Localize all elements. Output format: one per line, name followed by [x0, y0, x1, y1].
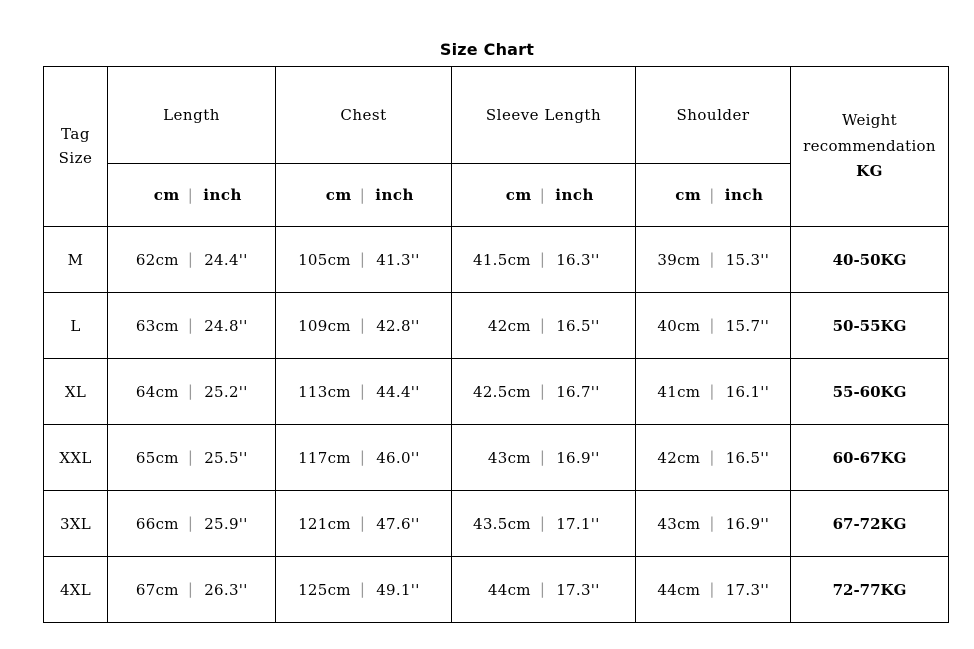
separator-icon: |	[709, 382, 715, 400]
cell-length-inch: 26.3''	[204, 580, 248, 599]
header-tag-size	[44, 67, 108, 227]
units-shoulder	[636, 164, 791, 227]
separator-icon: |	[539, 250, 546, 268]
cell-shoulder-cm: 40cm	[657, 316, 701, 335]
table-row	[44, 557, 949, 623]
cell-tag-size: M	[44, 227, 108, 293]
cell-sleeve	[452, 491, 636, 557]
separator-icon: |	[359, 448, 366, 466]
units-chest-inch: inch	[375, 186, 414, 204]
header-weight-recommendation	[791, 67, 949, 227]
cell-length-cm: 66cm	[135, 514, 179, 533]
cell-sleeve-inch: 17.3''	[556, 580, 600, 599]
cell-chest-inch: 42.8''	[376, 316, 420, 335]
cell-tag-size: 3XL	[44, 491, 108, 557]
separator-icon: |	[187, 250, 194, 268]
cell-shoulder-inch: 16.9''	[725, 514, 770, 533]
header-chest: Chest	[276, 67, 452, 164]
cell-shoulder-cm: 43cm	[657, 514, 701, 533]
page-title: Size Chart	[439, 40, 535, 59]
cell-chest-cm: 113cm	[298, 382, 351, 401]
cell-weight: 60-67KG	[791, 425, 949, 491]
cell-chest-cm: 109cm	[298, 316, 351, 335]
cell-chest	[276, 425, 452, 491]
cell-length	[108, 359, 276, 425]
separator-icon: |	[539, 448, 546, 466]
units-length	[108, 164, 276, 227]
cell-sleeve	[452, 293, 636, 359]
cell-sleeve-cm: 42cm	[487, 316, 531, 335]
cell-sleeve-cm: 43cm	[487, 448, 531, 467]
cell-weight: 72-77KG	[791, 557, 949, 623]
cell-shoulder	[636, 425, 791, 491]
units-sleeve-cm: cm	[505, 186, 532, 204]
size-chart-table-wrapper	[43, 66, 948, 623]
cell-shoulder	[636, 491, 791, 557]
cell-shoulder-cm: 39cm	[657, 250, 701, 269]
units-shoulder-inch: inch	[724, 186, 764, 204]
cell-weight: 50-55KG	[791, 293, 949, 359]
cell-sleeve-cm: 42.5cm	[473, 382, 531, 401]
cell-shoulder	[636, 359, 791, 425]
cell-length	[108, 293, 276, 359]
separator-icon: |	[359, 580, 366, 598]
cell-length	[108, 227, 276, 293]
cell-shoulder-cm: 44cm	[657, 580, 701, 599]
table-row	[44, 491, 949, 557]
separator-icon: |	[539, 382, 546, 400]
separator-icon: |	[187, 448, 194, 466]
cell-chest	[276, 557, 452, 623]
cell-shoulder	[636, 227, 791, 293]
cell-length-cm: 63cm	[135, 316, 179, 335]
cell-length	[108, 491, 276, 557]
separator-icon: |	[187, 185, 194, 204]
cell-shoulder-cm: 42cm	[657, 448, 701, 467]
cell-length-inch: 24.4''	[204, 250, 248, 269]
cell-chest	[276, 227, 452, 293]
separator-icon: |	[359, 514, 366, 532]
header-tag-line1: Tag	[61, 125, 90, 144]
cell-length-inch: 25.2''	[204, 382, 248, 401]
cell-shoulder-inch: 16.5''	[725, 448, 770, 467]
cell-sleeve	[452, 227, 636, 293]
cell-tag-size: L	[44, 293, 108, 359]
cell-sleeve	[452, 425, 636, 491]
cell-length-cm: 67cm	[135, 580, 179, 599]
cell-length	[108, 557, 276, 623]
cell-shoulder	[636, 557, 791, 623]
header-weight-unit: KG	[856, 162, 883, 181]
separator-icon: |	[539, 316, 546, 334]
cell-sleeve-inch: 16.5''	[556, 316, 600, 335]
separator-icon: |	[359, 185, 366, 204]
cell-length-cm: 62cm	[135, 250, 179, 269]
separator-icon: |	[709, 250, 715, 268]
cell-sleeve-inch: 17.1''	[556, 514, 600, 533]
separator-icon: |	[709, 448, 715, 466]
cell-chest	[276, 491, 452, 557]
cell-chest	[276, 293, 452, 359]
cell-shoulder-cm: 41cm	[657, 382, 701, 401]
cell-tag-size: XL	[44, 359, 108, 425]
separator-icon: |	[709, 580, 715, 598]
separator-icon: |	[539, 514, 546, 532]
units-shoulder-cm: cm	[675, 186, 702, 204]
units-sleeve	[452, 164, 636, 227]
size-chart-table	[43, 66, 949, 623]
separator-icon: |	[187, 382, 194, 400]
cell-weight: 55-60KG	[791, 359, 949, 425]
cell-sleeve-inch: 16.7''	[556, 382, 600, 401]
separator-icon: |	[709, 185, 715, 204]
separator-icon: |	[539, 185, 546, 204]
header-tag-line2: Size	[58, 148, 93, 167]
cell-shoulder-inch: 15.3''	[725, 250, 770, 269]
cell-chest-cm: 105cm	[298, 250, 351, 269]
units-sleeve-inch: inch	[555, 186, 594, 204]
cell-sleeve	[452, 359, 636, 425]
cell-chest-inch: 44.4''	[376, 382, 420, 401]
separator-icon: |	[709, 514, 715, 532]
separator-icon: |	[187, 514, 194, 532]
cell-weight: 67-72KG	[791, 491, 949, 557]
cell-chest-inch: 49.1''	[376, 580, 420, 599]
table-header-group-row	[44, 67, 949, 164]
separator-icon: |	[187, 316, 194, 334]
cell-length	[108, 425, 276, 491]
separator-icon: |	[359, 316, 366, 334]
separator-icon: |	[709, 316, 715, 334]
cell-sleeve-cm: 44cm	[487, 580, 531, 599]
cell-chest-cm: 125cm	[298, 580, 351, 599]
cell-chest	[276, 359, 452, 425]
cell-tag-size: XXL	[44, 425, 108, 491]
cell-sleeve-cm: 41.5cm	[473, 250, 531, 269]
header-weight-line1: Weight	[842, 111, 897, 130]
separator-icon: |	[359, 250, 366, 268]
cell-chest-inch: 47.6''	[376, 514, 420, 533]
cell-shoulder-inch: 16.1''	[725, 382, 770, 401]
cell-shoulder-inch: 15.7''	[725, 316, 770, 335]
units-length-cm: cm	[153, 186, 180, 204]
separator-icon: |	[539, 580, 546, 598]
cell-chest-cm: 117cm	[298, 448, 351, 467]
table-row	[44, 425, 949, 491]
cell-chest-cm: 121cm	[298, 514, 351, 533]
header-length: Length	[108, 67, 276, 164]
cell-weight: 40-50KG	[791, 227, 949, 293]
cell-chest-inch: 41.3''	[376, 250, 420, 269]
cell-sleeve-inch: 16.3''	[556, 250, 600, 269]
separator-icon: |	[359, 382, 366, 400]
header-shoulder: Shoulder	[636, 67, 791, 164]
cell-sleeve-cm: 43.5cm	[473, 514, 531, 533]
cell-length-inch: 25.9''	[204, 514, 248, 533]
separator-icon: |	[187, 580, 194, 598]
table-row	[44, 227, 949, 293]
cell-sleeve	[452, 557, 636, 623]
units-chest	[276, 164, 452, 227]
cell-sleeve-inch: 16.9''	[556, 448, 600, 467]
header-weight-line2: recommendation	[803, 136, 936, 155]
cell-chest-inch: 46.0''	[376, 448, 420, 467]
cell-length-cm: 65cm	[135, 448, 179, 467]
cell-shoulder	[636, 293, 791, 359]
units-chest-cm: cm	[325, 186, 352, 204]
table-row	[44, 359, 949, 425]
cell-shoulder-inch: 17.3''	[725, 580, 770, 599]
cell-length-cm: 64cm	[135, 382, 179, 401]
cell-tag-size: 4XL	[44, 557, 108, 623]
header-sleeve-length: Sleeve Length	[452, 67, 636, 164]
units-length-inch: inch	[203, 186, 242, 204]
table-row	[44, 293, 949, 359]
cell-length-inch: 24.8''	[204, 316, 248, 335]
cell-length-inch: 25.5''	[204, 448, 248, 467]
